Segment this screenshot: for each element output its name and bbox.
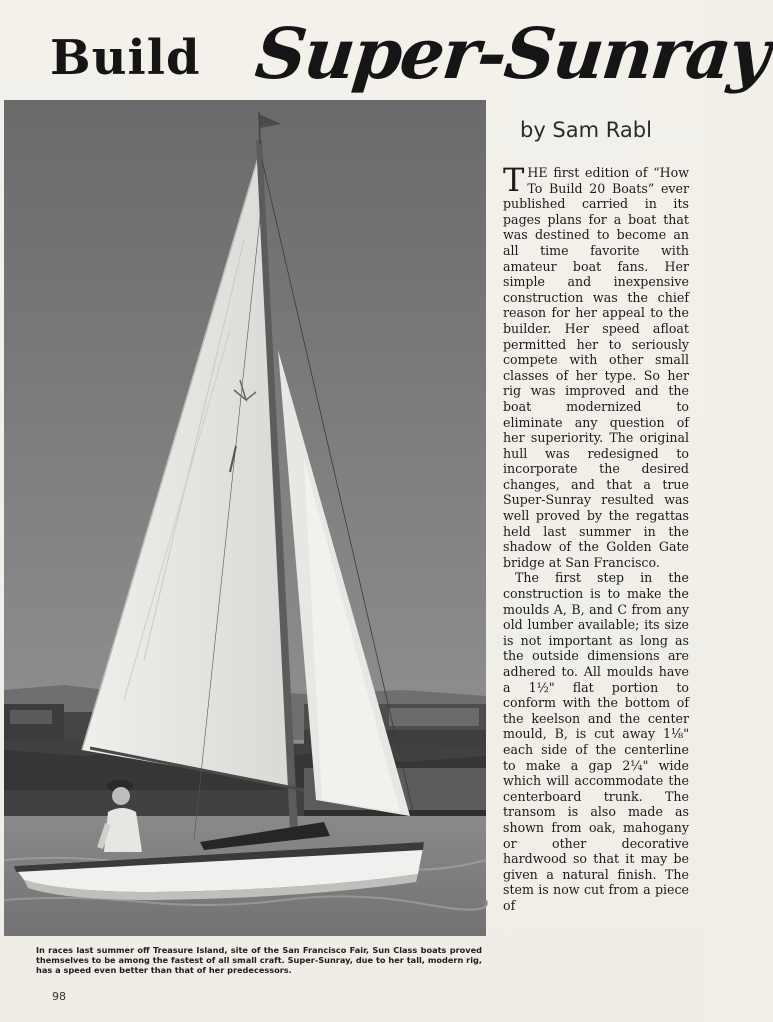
sailboat-photo [4, 100, 486, 936]
page-number: 98 [52, 990, 66, 1003]
article-paragraph-1 [503, 161, 689, 570]
author-byline: by Sam Rabl [520, 118, 652, 142]
title-boat-name: Super-Sunray [251, 12, 773, 95]
drop-cap: T [503, 161, 525, 199]
article-body [503, 161, 689, 980]
paragraph-1-text: HE first edition of “How To Build 20 Boats” ever published carried in its pages plans for a boat that was destined to become an all time favorite with amateur boat fans. Her simple and inexpensive construction was the chief reason for her appeal to the builder. Her speed afloat permitted her to seriously compete with other small classes of her type. So her rig was improved and the boat modernized to eliminate any question of her superiority. The original hull was redesigned to incorporate the desired changes, and that a true Super-Sunray resulted was well proved by the regattas held last summer in the shadow of the Golden Gate bridge at San Francisco. [503, 165, 689, 570]
article-paragraph-2: The first step in the construction is to make the moulds A, B, and C from any old lumber available; its size is not important as long as the outside dimensions are adhered to. All moulds have a 1½" flat portion to conform with the bottom of the keelson and the center mould, B, is cut away 1⅛" each side of the centerline to make a gap 2¼" wide which will accommodate the centerboard trunk. The transom is also made as shown from oak, mahogany or other decorative hardwood so that it may be given a natural finish. The stem is now cut from a piece of [503, 570, 689, 913]
photo-caption: In races last summer off Treasure Island, site of the San Francisco Fair, Sun Class boats proved themselves to be among the fastest of all small craft. Super-Sunray, due to her tall, modern rig, has a speed even better than that of her predecessors. [36, 945, 482, 975]
title-build: Build [50, 30, 201, 86]
